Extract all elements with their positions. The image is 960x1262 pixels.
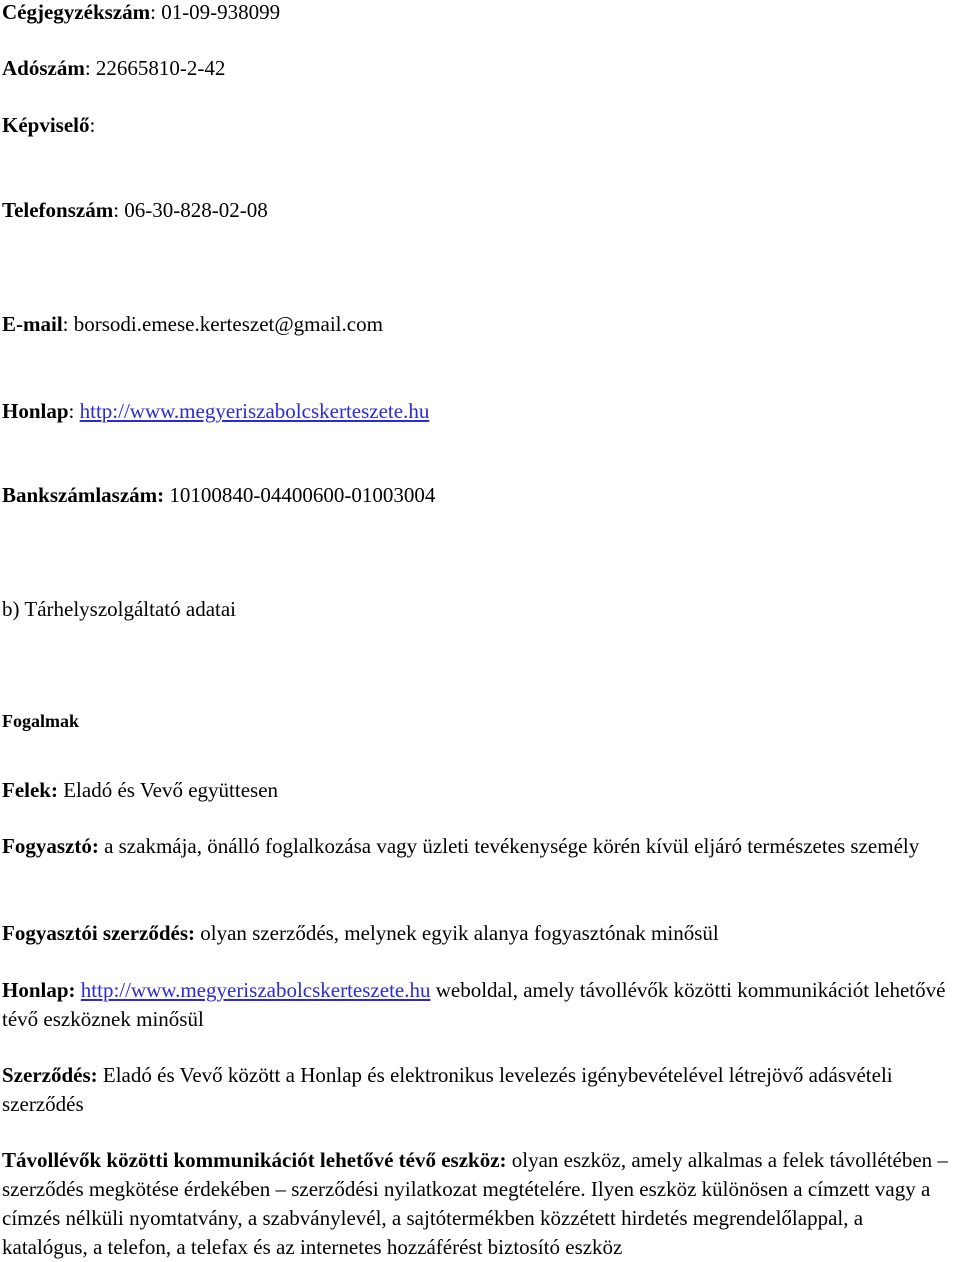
bank-account-line (2, 481, 435, 509)
agreement-definition (2, 1061, 952, 1119)
phone-label: Telefonszám (2, 198, 114, 222)
parties-text: Eladó és Vevő együttesen (57, 778, 279, 802)
website-separator: : (68, 399, 80, 423)
parties-term: Felek: (2, 778, 58, 802)
bank-account-label: Bankszámlaszám: (2, 483, 165, 507)
remote-communication-text: olyan eszköz, amely alkalmas a felek távollétében – szerződés megkötése érdekében – szerződési nyilatkozat megtételére. Ilyen eszköz különösen a címzett vagy a címzés nélküli nyomtatvány, a szabványlevél, a sajtótermékben közzétett hirdetés megrendelőlappal, a katalógus, a telefon, a telefax és az internetes hozzáférést biztosító eszköz (2, 1148, 948, 1259)
consumer-contract-definition (2, 919, 952, 948)
tax-number-label: Adószám (2, 56, 85, 80)
email-value: : borsodi.emese.kerteszet@gmail.com (62, 312, 383, 336)
website-definition (2, 976, 952, 1034)
bank-account-value: 10100840-04400600-01003004 (164, 483, 436, 507)
company-registration-line (2, 0, 280, 26)
website-label: Honlap (2, 399, 69, 423)
website-term: Honlap: (2, 978, 76, 1002)
consumer-term: Fogyasztó: (2, 834, 99, 858)
website-definition-link[interactable]: http://www.megyeriszabolcskerteszete.hu (80, 978, 431, 1002)
email-line (2, 310, 383, 338)
phone-line (2, 196, 268, 224)
registration-value: : 01-09-938099 (150, 0, 281, 24)
remote-communication-term: Távollévők közötti kommunikációt lehetővé tévő eszköz: (2, 1148, 507, 1172)
representative-label: Képviselő (2, 113, 90, 137)
consumer-contract-term: Fogyasztói szerződés: (2, 921, 196, 945)
email-label: E-mail (2, 312, 63, 336)
registration-label: Cégjegyzékszám (2, 0, 151, 24)
section-b-heading: b) Tárhelyszolgáltató adatai (2, 597, 237, 621)
representative-value: : (89, 113, 96, 137)
consumer-contract-text: olyan szerződés, melynek egyik alanya fogyasztónak minősül (195, 921, 719, 945)
website-text: weboldal, amely távollévők közötti kommunikációt lehetővé tévő eszköznek minősül (2, 978, 946, 1031)
concepts-heading: Fogalmak (2, 711, 80, 731)
agreement-term: Szerződés: (2, 1063, 98, 1087)
consumer-text: a szakmája, önálló foglalkozása vagy üzleti tevékenysége körén kívül eljáró természetes személy (98, 834, 920, 858)
consumer-definition (2, 832, 952, 861)
representative-line (2, 111, 95, 139)
website-line (2, 397, 429, 425)
remote-communication-definition (2, 1146, 952, 1262)
parties-definition (2, 776, 278, 804)
agreement-text: Eladó és Vevő között a Honlap és elektronikus levelezés igénybevételével létrejövő adásvételi szerződés (2, 1063, 893, 1116)
website-link[interactable]: http://www.megyeriszabolcskerteszete.hu (79, 399, 430, 423)
tax-number-value: : 22665810-2-42 (84, 56, 226, 80)
tax-number-line (2, 54, 225, 82)
phone-value: : 06-30-828-02-08 (113, 198, 268, 222)
